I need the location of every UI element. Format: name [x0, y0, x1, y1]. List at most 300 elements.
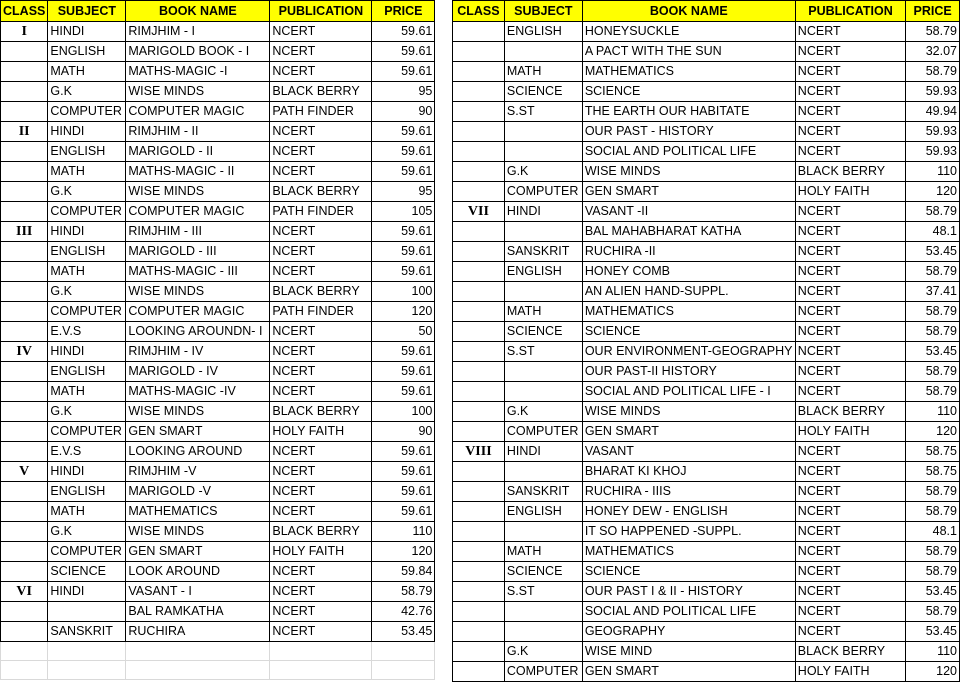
header-class: CLASS [453, 1, 505, 22]
class-cell [1, 562, 48, 582]
class-cell: II [1, 122, 48, 142]
class-cell [453, 122, 505, 142]
class-cell [1, 622, 48, 642]
table-row [1, 122, 435, 142]
publication-cell: NCERT [795, 242, 905, 262]
price-cell: 110 [372, 522, 435, 542]
price-cell: 110 [906, 402, 960, 422]
book-name-cell: MARIGOLD - IV [126, 362, 270, 382]
book-name-cell: HONEY DEW - ENGLISH [582, 502, 795, 522]
book-name-cell: GEN SMART [582, 422, 795, 442]
price-cell: 53.45 [906, 242, 960, 262]
price-cell: 59.61 [372, 162, 435, 182]
class-cell [453, 662, 505, 682]
subject-cell: E.V.S [48, 322, 126, 342]
subject-cell [504, 42, 582, 62]
book-name-cell: LOOK AROUND [126, 562, 270, 582]
publication-cell: NCERT [795, 322, 905, 342]
class-cell [1, 442, 48, 462]
subject-cell: SANSKRIT [48, 622, 126, 642]
table-row [453, 602, 960, 622]
subject-cell: HINDI [48, 122, 126, 142]
book-name-cell: RIMJHIM -V [126, 462, 270, 482]
price-cell: 53.45 [372, 622, 435, 642]
book-name-cell: OUR PAST I & II - HISTORY [582, 582, 795, 602]
book-name-cell: SOCIAL AND POLITICAL LIFE [582, 142, 795, 162]
class-cell [453, 402, 505, 422]
subject-cell: G.K [504, 402, 582, 422]
class-cell: VI [1, 582, 48, 602]
table-row [1, 82, 435, 102]
publication-cell: NCERT [270, 442, 372, 462]
publication-cell: NCERT [795, 382, 905, 402]
class-cell [1, 102, 48, 122]
class-cell [453, 522, 505, 542]
class-cell [1, 602, 48, 622]
price-cell: 59.61 [372, 62, 435, 82]
publication-cell: NCERT [795, 462, 905, 482]
price-cell: 105 [372, 202, 435, 222]
price-cell: 48.1 [906, 222, 960, 242]
book-name-cell: LOOKING AROUNDN- I [126, 322, 270, 342]
table-row [453, 502, 960, 522]
subject-cell [504, 462, 582, 482]
book-name-cell: SOCIAL AND POLITICAL LIFE - I [582, 382, 795, 402]
book-name-cell: WISE MINDS [126, 402, 270, 422]
book-name-cell: OUR ENVIRONMENT-GEOGRAPHY [582, 342, 795, 362]
subject-cell [504, 282, 582, 302]
book-name-cell: LOOKING AROUND [126, 442, 270, 462]
table-row [453, 62, 960, 82]
publication-cell: NCERT [270, 582, 372, 602]
table-row [1, 162, 435, 182]
table-row [453, 302, 960, 322]
subject-cell: MATH [48, 262, 126, 282]
publication-cell: NCERT [795, 502, 905, 522]
subject-cell: MATH [504, 542, 582, 562]
book-name-cell: COMPUTER MAGIC [126, 102, 270, 122]
class-cell [453, 102, 505, 122]
publication-cell: NCERT [795, 602, 905, 622]
book-name-cell: RUCHIRA -II [582, 242, 795, 262]
table-row [1, 382, 435, 402]
empty-row [1, 642, 435, 661]
table-row [1, 142, 435, 162]
table-row [453, 22, 960, 42]
price-cell: 53.45 [906, 342, 960, 362]
class-cell [1, 182, 48, 202]
publication-cell: HOLY FAITH [795, 422, 905, 442]
table-row [453, 522, 960, 542]
class-cell [453, 422, 505, 442]
class-cell [453, 602, 505, 622]
header-price: PRICE [372, 1, 435, 22]
table-row [453, 582, 960, 602]
publication-cell: NCERT [270, 622, 372, 642]
price-cell: 120 [372, 542, 435, 562]
book-name-cell: MATHEMATICS [582, 62, 795, 82]
price-cell: 58.79 [906, 502, 960, 522]
publication-cell: BLACK BERRY [270, 82, 372, 102]
header-subject: SUBJECT [48, 1, 126, 22]
class-cell: I [1, 22, 48, 42]
subject-cell: ENGLISH [48, 142, 126, 162]
subject-cell [504, 382, 582, 402]
book-name-cell: RIMJHIM - III [126, 222, 270, 242]
book-name-cell: WISE MINDS [126, 522, 270, 542]
publication-cell: NCERT [795, 102, 905, 122]
subject-cell: ENGLISH [504, 262, 582, 282]
subject-cell: MATH [504, 62, 582, 82]
class-cell [453, 182, 505, 202]
table-row [453, 322, 960, 342]
book-name-cell: BAL MAHABHARAT KATHA [582, 222, 795, 242]
publication-cell: NCERT [795, 202, 905, 222]
price-cell: 59.61 [372, 262, 435, 282]
subject-cell: ENGLISH [48, 362, 126, 382]
publication-cell: NCERT [270, 342, 372, 362]
book-name-cell: RIMJHIM - I [126, 22, 270, 42]
book-name-cell: OUR PAST-II HISTORY [582, 362, 795, 382]
publication-cell: HOLY FAITH [795, 662, 905, 682]
class-cell [453, 82, 505, 102]
book-name-cell: IT SO HAPPENED -SUPPL. [582, 522, 795, 542]
publication-cell: NCERT [795, 42, 905, 62]
subject-cell [504, 602, 582, 622]
price-cell: 95 [372, 182, 435, 202]
price-cell: 48.1 [906, 522, 960, 542]
publication-cell: BLACK BERRY [270, 282, 372, 302]
class-cell: III [1, 222, 48, 242]
table-row [1, 622, 435, 642]
table-row [1, 522, 435, 542]
class-cell [453, 282, 505, 302]
publication-cell: NCERT [270, 602, 372, 622]
subject-cell: G.K [48, 182, 126, 202]
subject-cell: S.ST [504, 102, 582, 122]
publication-cell: NCERT [270, 242, 372, 262]
subject-cell [48, 602, 126, 622]
subject-cell: SCIENCE [48, 562, 126, 582]
publication-cell: NCERT [270, 562, 372, 582]
book-name-cell: AN ALIEN HAND-SUPPL. [582, 282, 795, 302]
book-name-cell: MATHS-MAGIC - III [126, 262, 270, 282]
price-cell: 59.61 [372, 142, 435, 162]
table-row [453, 182, 960, 202]
table-row [453, 382, 960, 402]
table-row [1, 102, 435, 122]
class-cell [453, 42, 505, 62]
header-publication: PUBLICATION [270, 1, 372, 22]
subject-cell: MATH [48, 62, 126, 82]
price-cell: 58.79 [906, 482, 960, 502]
class-cell [1, 382, 48, 402]
publication-cell: NCERT [795, 142, 905, 162]
class-cell [1, 242, 48, 262]
publication-cell: BLACK BERRY [270, 522, 372, 542]
subject-cell: COMPUTER [48, 302, 126, 322]
publication-cell: PATH FINDER [270, 102, 372, 122]
price-cell: 110 [906, 642, 960, 662]
empty-cell [126, 642, 270, 661]
publication-cell: NCERT [795, 222, 905, 242]
table-row [1, 542, 435, 562]
price-cell: 49.94 [906, 102, 960, 122]
table-row [453, 642, 960, 662]
class-cell [1, 402, 48, 422]
price-cell: 58.79 [906, 542, 960, 562]
book-name-cell: VASANT [582, 442, 795, 462]
class-cell: VIII [453, 442, 505, 462]
book-name-cell: THE EARTH OUR HABITATE [582, 102, 795, 122]
table-row [453, 662, 960, 682]
price-cell: 50 [372, 322, 435, 342]
class-cell [453, 562, 505, 582]
empty-cell [372, 642, 435, 661]
subject-cell: S.ST [504, 582, 582, 602]
book-name-cell: GEN SMART [126, 542, 270, 562]
book-name-cell: SCIENCE [582, 82, 795, 102]
empty-cell [1, 642, 48, 661]
publication-cell: BLACK BERRY [795, 402, 905, 422]
empty-cell [270, 642, 372, 661]
table-row [1, 182, 435, 202]
table-row [1, 442, 435, 462]
price-cell: 110 [906, 162, 960, 182]
class-cell [1, 542, 48, 562]
class-cell: V [1, 462, 48, 482]
right-book-table [452, 0, 960, 682]
table-row [453, 262, 960, 282]
class-cell [1, 322, 48, 342]
book-name-cell: COMPUTER MAGIC [126, 302, 270, 322]
table-row [1, 242, 435, 262]
subject-cell: ENGLISH [48, 42, 126, 62]
book-name-cell: MATHEMATICS [582, 302, 795, 322]
class-cell [1, 422, 48, 442]
price-cell: 100 [372, 282, 435, 302]
subject-cell: G.K [48, 82, 126, 102]
publication-cell: NCERT [270, 142, 372, 162]
book-name-cell: OUR PAST - HISTORY [582, 122, 795, 142]
subject-cell: COMPUTER [504, 422, 582, 442]
class-cell [453, 342, 505, 362]
empty-cell [270, 661, 372, 680]
table-row [1, 402, 435, 422]
empty-cell [48, 661, 126, 680]
publication-cell: NCERT [270, 362, 372, 382]
price-cell: 53.45 [906, 582, 960, 602]
book-name-cell: GEN SMART [582, 182, 795, 202]
price-cell: 59.61 [372, 242, 435, 262]
publication-cell: NCERT [795, 302, 905, 322]
table-row [1, 362, 435, 382]
table-row [453, 142, 960, 162]
book-name-cell: RUCHIRA - IIIS [582, 482, 795, 502]
publication-cell: NCERT [795, 262, 905, 282]
table-row [1, 482, 435, 502]
price-cell: 59.61 [372, 122, 435, 142]
subject-cell: HINDI [48, 342, 126, 362]
publication-cell: NCERT [795, 442, 905, 462]
class-cell [453, 582, 505, 602]
price-cell: 59.93 [906, 122, 960, 142]
table-row [453, 102, 960, 122]
price-cell: 100 [372, 402, 435, 422]
left-book-table [0, 0, 435, 680]
class-cell [453, 482, 505, 502]
table-row [453, 202, 960, 222]
subject-cell: HINDI [48, 222, 126, 242]
subject-cell: COMPUTER [504, 182, 582, 202]
table-row [453, 622, 960, 642]
price-cell: 59.61 [372, 362, 435, 382]
subject-cell [504, 362, 582, 382]
price-cell: 59.61 [372, 462, 435, 482]
price-cell: 59.93 [906, 142, 960, 162]
subject-cell: G.K [504, 162, 582, 182]
class-cell [1, 142, 48, 162]
publication-cell: NCERT [270, 382, 372, 402]
book-name-cell: WISE MINDS [126, 82, 270, 102]
price-cell: 58.79 [906, 602, 960, 622]
publication-cell: BLACK BERRY [270, 402, 372, 422]
book-name-cell: BHARAT KI KHOJ [582, 462, 795, 482]
publication-cell: BLACK BERRY [795, 162, 905, 182]
publication-cell: PATH FINDER [270, 302, 372, 322]
table-row [1, 222, 435, 242]
class-cell [1, 262, 48, 282]
publication-cell: BLACK BERRY [270, 182, 372, 202]
class-cell [453, 642, 505, 662]
book-name-cell: MATHS-MAGIC -IV [126, 382, 270, 402]
class-cell [453, 242, 505, 262]
publication-cell: HOLY FAITH [270, 542, 372, 562]
publication-cell: NCERT [270, 322, 372, 342]
table-row [1, 602, 435, 622]
price-cell: 59.93 [906, 82, 960, 102]
empty-cell [48, 642, 126, 661]
empty-cell [372, 661, 435, 680]
price-cell: 59.84 [372, 562, 435, 582]
subject-cell: ENGLISH [504, 22, 582, 42]
table-row [453, 562, 960, 582]
publication-cell: NCERT [795, 562, 905, 582]
publication-cell: NCERT [270, 482, 372, 502]
book-name-cell: WISE MIND [582, 642, 795, 662]
book-name-cell: SCIENCE [582, 562, 795, 582]
publication-cell: NCERT [270, 262, 372, 282]
book-name-cell: MARIGOLD BOOK - I [126, 42, 270, 62]
table-row [453, 42, 960, 62]
class-cell [453, 542, 505, 562]
publication-cell: NCERT [795, 22, 905, 42]
subject-cell: E.V.S [48, 442, 126, 462]
price-cell: 58.75 [906, 442, 960, 462]
publication-cell: BLACK BERRY [795, 642, 905, 662]
subject-cell: SCIENCE [504, 562, 582, 582]
book-name-cell: GEN SMART [582, 662, 795, 682]
publication-cell: NCERT [270, 222, 372, 242]
table-row [1, 342, 435, 362]
book-name-cell: COMPUTER MAGIC [126, 202, 270, 222]
subject-cell: COMPUTER [504, 662, 582, 682]
publication-cell: NCERT [795, 82, 905, 102]
publication-cell: NCERT [270, 62, 372, 82]
price-cell: 58.79 [906, 362, 960, 382]
table-row [1, 282, 435, 302]
header-row [1, 1, 435, 22]
publication-cell: NCERT [270, 42, 372, 62]
class-cell [1, 302, 48, 322]
subject-cell: HINDI [48, 582, 126, 602]
class-cell [1, 82, 48, 102]
price-cell: 59.61 [372, 382, 435, 402]
book-name-cell: RUCHIRA [126, 622, 270, 642]
table-row [1, 322, 435, 342]
subject-cell: HINDI [504, 202, 582, 222]
subject-cell [504, 522, 582, 542]
publication-cell: NCERT [795, 62, 905, 82]
subject-cell: G.K [48, 282, 126, 302]
book-name-cell: MATHS-MAGIC - II [126, 162, 270, 182]
header-publication: PUBLICATION [795, 1, 905, 22]
empty-cell [126, 661, 270, 680]
publication-cell: NCERT [270, 462, 372, 482]
class-cell [453, 322, 505, 342]
book-name-cell: MATHEMATICS [582, 542, 795, 562]
subject-cell: MATH [48, 382, 126, 402]
subject-cell: S.ST [504, 342, 582, 362]
class-cell [1, 522, 48, 542]
header-row [453, 1, 960, 22]
class-cell: IV [1, 342, 48, 362]
subject-cell: HINDI [48, 22, 126, 42]
book-name-cell: SCIENCE [582, 322, 795, 342]
publication-cell: NCERT [795, 522, 905, 542]
subject-cell: SCIENCE [504, 322, 582, 342]
price-cell: 58.79 [906, 382, 960, 402]
book-name-cell: SOCIAL AND POLITICAL LIFE [582, 602, 795, 622]
subject-cell: G.K [48, 402, 126, 422]
publication-cell: NCERT [270, 122, 372, 142]
subject-cell: MATH [504, 302, 582, 322]
class-cell [453, 382, 505, 402]
class-cell [1, 62, 48, 82]
header-book-name: BOOK NAME [126, 1, 270, 22]
price-cell: 58.79 [906, 202, 960, 222]
book-name-cell: MARIGOLD - III [126, 242, 270, 262]
publication-cell: NCERT [270, 162, 372, 182]
price-cell: 120 [906, 662, 960, 682]
publication-cell: NCERT [795, 622, 905, 642]
price-cell: 58.79 [906, 62, 960, 82]
price-cell: 59.61 [372, 482, 435, 502]
table-row [453, 82, 960, 102]
class-cell [453, 622, 505, 642]
subject-cell: SANSKRIT [504, 482, 582, 502]
table-row [1, 562, 435, 582]
publication-cell: NCERT [795, 362, 905, 382]
subject-cell: MATH [48, 502, 126, 522]
table-row [453, 462, 960, 482]
subject-cell: SANSKRIT [504, 242, 582, 262]
price-cell: 90 [372, 422, 435, 442]
price-cell: 58.79 [906, 562, 960, 582]
table-row [453, 282, 960, 302]
class-cell [453, 262, 505, 282]
subject-cell: COMPUTER [48, 202, 126, 222]
